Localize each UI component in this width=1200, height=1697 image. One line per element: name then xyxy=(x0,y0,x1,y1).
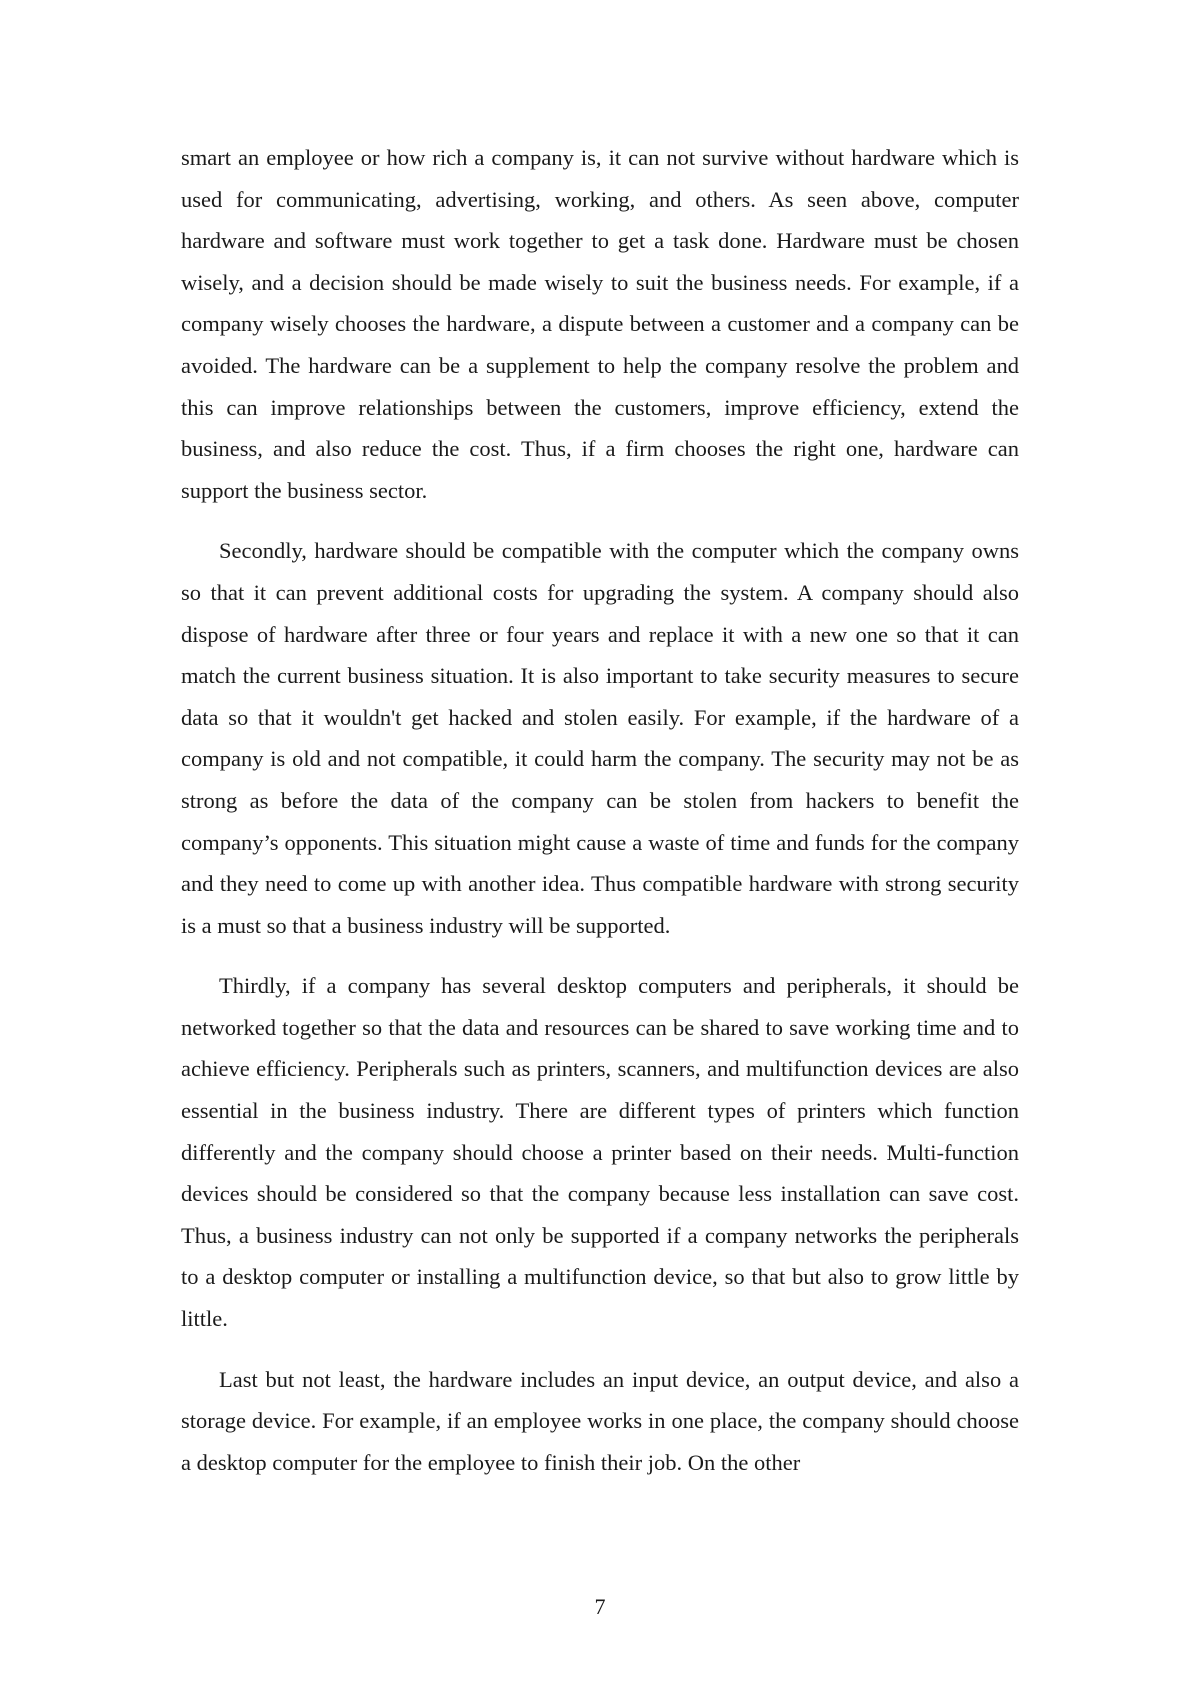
paragraph-networking: Thirdly, if a company has several desktop computers and peripherals, it should be networked together so that the data and resources can be shared to save working time and to achieve efficiency. Peripherals such as printers, scanners, and multifunction devices are also essential in the business industry. There are different types of printers which function differently and the company should choose a printer based on their needs. Multi-function devices should be considered so that the company because less installation can save cost. Thus, a business industry can not only be supported if a company networks the peripherals to a desktop computer or installing a multifunction device, so that but also to grow little by little. xyxy=(181,973,1019,1332)
paragraph-devices: Last but not least, the hardware includes an input device, an output device, and also a storage device. For example, if an employee works in one place, the company should choose a desktop computer for the employee to finish their job. On the other xyxy=(181,1366,1019,1475)
paragraph-compatibility: Secondly, hardware should be compatible with the computer which the company owns so that it can prevent additional costs for upgrading the system. A company should also dispose of hardware after three or four years and replace it with a new one so that it can match the current business situation. It is also important to take security measures to secure data so that it wouldn't get hacked and stolen easily. For example, if the hardware of a company is old and not compatible, it could harm the company. The security may not be as strong as before the data of the company can be stolen from hackers to benefit the company’s opponents. This situation might cause a waste of time and funds for the company and they need to come up with another idea. Thus compatible hardware with strong security is a must so that a business industry will be supported. xyxy=(181,538,1019,938)
page-number: 7 xyxy=(594,1594,606,1619)
paragraph-hardware-intro: smart an employee or how rich a company is, it can not survive without hardware which is used for communicating, advertising, working, and others. As seen above, computer hardware and software must work together to get a task done. Hardware must be chosen wisely, and a decision should be made wisely to suit the business needs. For example, if a company wisely chooses the hardware, a dispute between a customer and a company can be avoided. The hardware can be a supplement to help the company resolve the problem and this can improve relationships between the customers, improve efficiency, extend the business, and also reduce the cost. Thus, if a firm chooses the right one, hardware can support the business sector. xyxy=(181,145,1019,503)
body-text xyxy=(181,137,1019,1502)
